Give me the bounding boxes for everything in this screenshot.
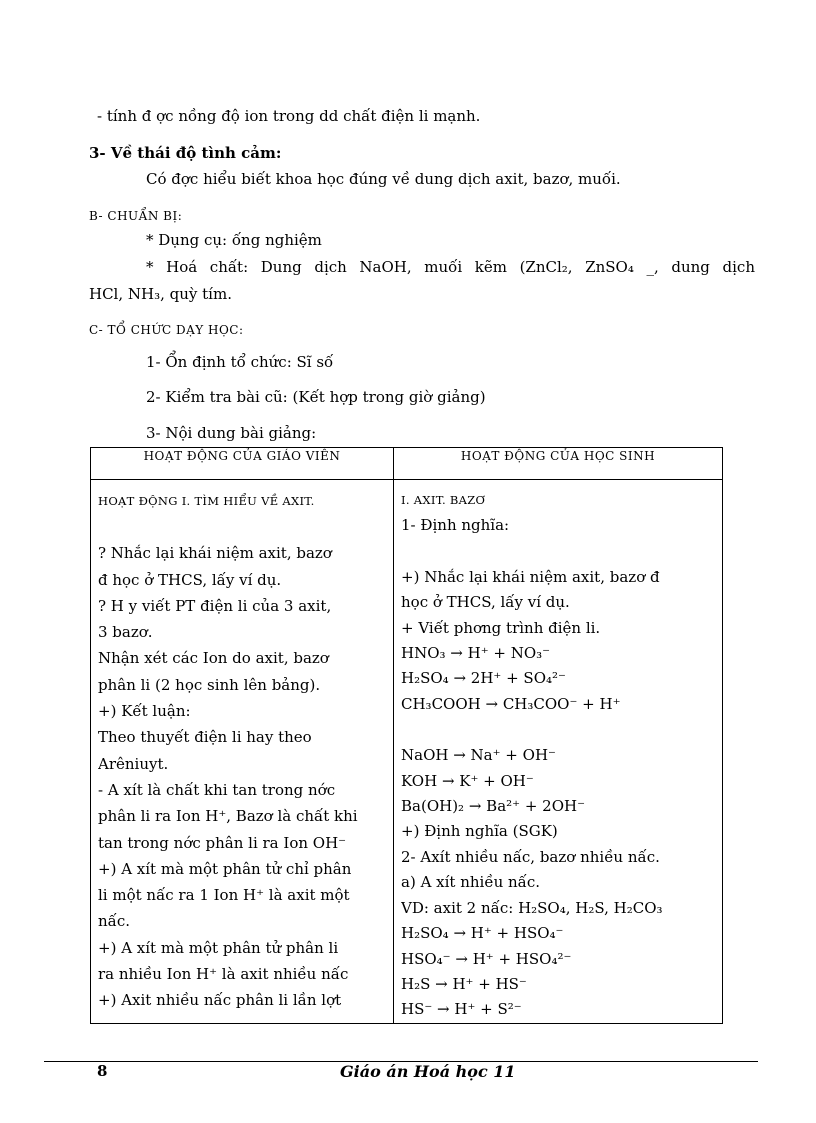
equation-line: KOH → K⁺ + OH⁻ — [401, 771, 534, 790]
section3-text: Có đợc hiểu biết khoa học đúng về dung dịch axit, bazơ, muối. — [146, 170, 621, 188]
student-line: +) Nhắc lại khái niệm axit, bazơ đ — [401, 567, 660, 586]
org-title: C- TỔ CHỨC DẠY HỌC: — [89, 323, 244, 337]
student-line: 2- Axít nhiều nấc, bazơ nhiều nấc. — [401, 847, 660, 866]
equation-line: Ba(OH)₂ → Ba²⁺ + 2OH⁻ — [401, 797, 586, 816]
teacher-line: li một nấc ra 1 Ion H⁺ là axit một — [98, 886, 350, 905]
equation-line: NaOH → Na⁺ + OH⁻ — [401, 746, 556, 765]
student-line: I. AXIT. BAZƠ — [401, 493, 486, 507]
teacher-line: +) A xít mà một phân tử chỉ phân — [98, 859, 352, 878]
teacher-line: phân li ra Ion H⁺, Bazơ là chất khi — [98, 807, 358, 826]
teacher-line: đ học ở THCS, lấy ví dụ. — [98, 570, 282, 589]
teacher-column-header: HOẠT ĐỘNG CỦA GIÁO VIÊN — [91, 448, 394, 480]
student-line: a) A xít nhiều nấc. — [401, 873, 541, 892]
activities-table — [90, 447, 723, 1024]
student-column-header: HOẠT ĐỘNG CỦA HỌC SINH — [394, 448, 723, 480]
prep-chem-line2: HCl, NH₃, quỳ tím. — [89, 285, 232, 303]
org-step1: 1- Ổn định tổ chức: Sĩ số — [146, 353, 334, 371]
prep-tools: * Dụng cụ: ống nghiệm — [146, 231, 322, 249]
teacher-line: ra nhiều Ion H⁺ là axit nhiều nấc — [98, 965, 349, 984]
teacher-line: phân li (2 học sinh lên bảng). — [98, 675, 321, 694]
teacher-line: - A xít là chất khi tan trong nớc — [98, 780, 336, 799]
teacher-line: Nhận xét các Ion do axit, bazơ — [98, 649, 329, 668]
teacher-line: ? H y viết PT điện li của 3 axit, — [98, 596, 332, 615]
prep-title: B- CHUẨN BỊ: — [89, 209, 183, 223]
student-line: VD: axit 2 nấc: H₂SO₄, H₂S, H₂CO₃ — [401, 898, 663, 917]
teacher-line: ? Nhắc lại khái niệm axit, bazơ — [98, 544, 332, 563]
student-line: +) Định nghĩa (SGK) — [401, 822, 558, 841]
teacher-activities-cell — [91, 480, 394, 1024]
equation-line: CH₃COOH → CH₃COO⁻ + H⁺ — [401, 694, 621, 713]
objective-line: - tính đ ợc nồng độ ion trong dd chất điện li mạnh. — [97, 107, 481, 125]
teacher-line: +) A xít mà một phân tử phân li — [98, 938, 339, 957]
equation-line: H₂S → H⁺ + HS⁻ — [401, 974, 527, 993]
teacher-line: tan trong nớc phân li ra Ion OH⁻ — [98, 833, 347, 852]
teacher-line: HOẠT ĐỘNG I. TÌM HIỂU VỀ AXIT. — [98, 494, 315, 508]
student-line — [401, 717, 715, 743]
equation-line: HNO₃ → H⁺ + NO₃⁻ — [401, 644, 551, 663]
org-step3: 3- Nội dung bài giảng: — [146, 424, 317, 442]
teacher-line: Theo thuyết điện li hay theo — [98, 728, 312, 747]
equation-line: H₂SO₄ → 2H⁺ + SO₄²⁻ — [401, 669, 566, 688]
equation-line: HSO₄⁻ → H⁺ + HSO₄²⁻ — [401, 949, 572, 968]
prep-chem-line1: * Hoá chất: Dung dịch NaOH, muối kẽm (ZnCl₂, ZnSO₄ _, dung dịch — [146, 258, 755, 276]
section3-title: 3- Về thái độ tình cảm: — [89, 144, 282, 162]
student-activities-cell — [394, 480, 723, 1024]
student-line: học ở THCS, lấy ví dụ. — [401, 593, 570, 612]
footer-title: Giáo án Hoá học 11 — [340, 1062, 516, 1081]
student-line: + Viết phơng trình điện li. — [401, 618, 601, 637]
student-line — [401, 539, 715, 565]
teacher-line: +) Kết luận: — [98, 702, 191, 721]
teacher-line — [98, 514, 386, 540]
page-number: 8 — [97, 1062, 108, 1080]
org-step2: 2- Kiểm tra bài cũ: (Kết hợp trong giờ giảng) — [146, 388, 486, 406]
student-line: 1- Định nghĩa: — [401, 516, 510, 535]
teacher-line: Arêniuyt. — [98, 754, 169, 773]
equation-line: HS⁻ → H⁺ + S²⁻ — [401, 1000, 522, 1019]
equation-line: H₂SO₄ → H⁺ + HSO₄⁻ — [401, 924, 564, 943]
teacher-line: +) Axit nhiều nấc phân li lần lợt — [98, 991, 342, 1010]
teacher-line: 3 bazơ. — [98, 623, 153, 642]
teacher-line: nấc. — [98, 912, 131, 931]
